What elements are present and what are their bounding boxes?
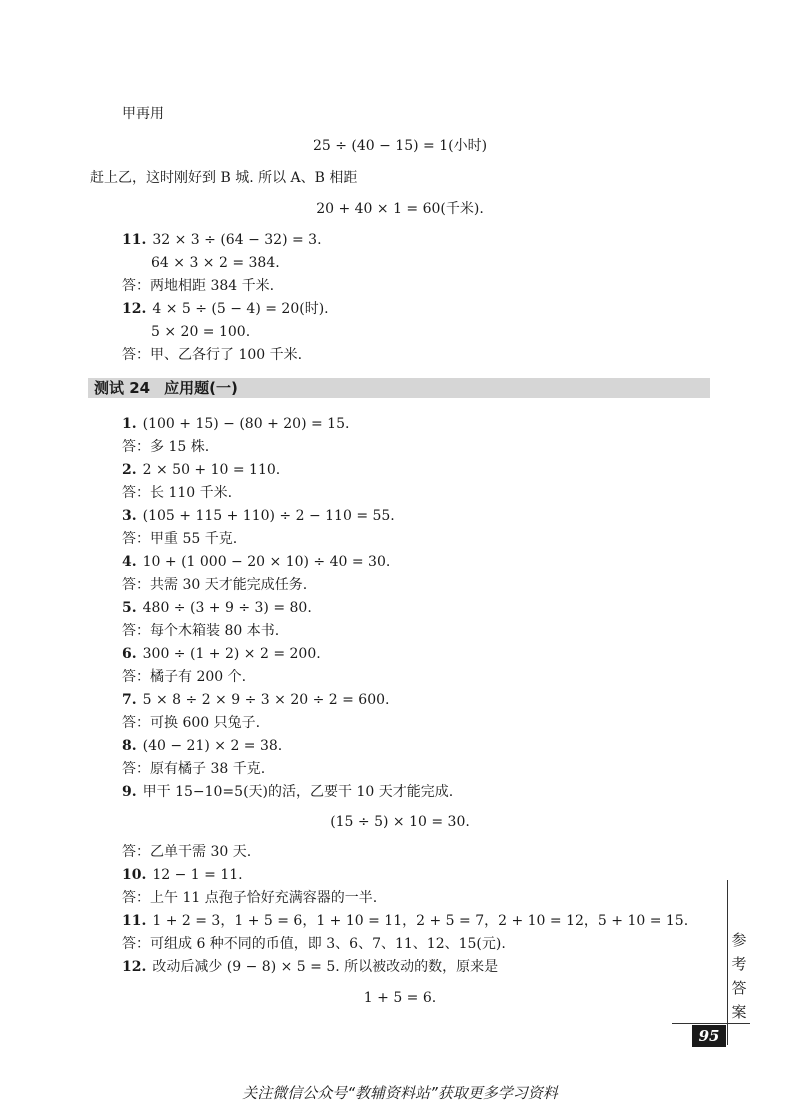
equation: 1 + 2 = 3，1 + 5 = 6，1 + 10 = 11，2 + 5 = 7，2 + 10 = 12，5 + 10 = 15.: [152, 913, 689, 929]
problem-line: [122, 690, 389, 710]
answer-line: 答：橘子有 200 个.: [122, 669, 247, 685]
problem-line: [122, 644, 321, 664]
equation: 10 + (1 000 − 20 × 10) ÷ 40 = 30.: [142, 554, 391, 570]
problem-line: [122, 414, 349, 434]
text-line: 赶上乙，这时刚好到 B 城. 所以 A、B 相距: [90, 170, 358, 186]
problem-11-line: [122, 230, 322, 250]
equation-line: 25 ÷ (40 − 15) = 1(小时): [312, 138, 488, 154]
side-tab-label: [728, 928, 750, 1024]
equation: 2 × 50 + 10 = 110.: [142, 462, 281, 478]
page-number: 95: [692, 1025, 726, 1047]
problem-line: [122, 598, 312, 618]
problem-text: 甲干 15−10=5(天)的活，乙要干 10 天才能完成.: [142, 784, 454, 800]
problem-line: [122, 736, 282, 756]
equation: 12 − 1 = 11.: [152, 867, 243, 883]
answer-line: 答：共需 30 天才能完成任务.: [122, 577, 308, 593]
answer-line: 答：可组成 6 种不同的币值，即 3、6、7、11、12、15(元).: [122, 936, 506, 952]
answer-line: 答：多 15 株.: [122, 439, 210, 455]
problem-number: 11.: [122, 232, 147, 248]
equation-line: 20 + 40 × 1 = 60(千米).: [316, 201, 484, 217]
equation: (40 − 21) × 2 = 38.: [142, 738, 283, 754]
equation-line: (15 ÷ 5) × 10 = 30.: [330, 814, 470, 830]
problem-number: 4.: [122, 554, 137, 570]
section-label: 测试 24: [94, 379, 151, 397]
problem-number: 9.: [122, 784, 137, 800]
problem-line: [122, 460, 280, 480]
equation: 32 × 3 ÷ (64 − 32) = 3.: [152, 232, 322, 248]
answer-line: 答：甲重 55 千克.: [122, 531, 238, 547]
equation: 5 × 8 ÷ 2 × 9 ÷ 3 × 20 ÷ 2 = 600.: [142, 692, 390, 708]
page-number-rule: [672, 1023, 750, 1024]
equation: (105 + 115 + 110) ÷ 2 − 110 = 55.: [142, 508, 395, 524]
problem-number: 11.: [122, 913, 147, 929]
problem-12b-line: [122, 957, 498, 977]
equation-line: 1 + 5 = 6.: [363, 990, 437, 1006]
answer-line: 答：甲、乙各行了 100 千米.: [122, 347, 303, 363]
side-tab-char: 案: [731, 1003, 747, 1021]
answer-line: 答：可换 600 只兔子.: [122, 715, 261, 731]
problem-number: 5.: [122, 600, 137, 616]
answer-line: 答：长 110 千米.: [122, 485, 233, 501]
problem-number: 7.: [122, 692, 137, 708]
problem-11b-line: [122, 911, 688, 931]
answer-line: 答：每个木箱装 80 本书.: [122, 623, 280, 639]
problem-number: 2.: [122, 462, 137, 478]
problem-number: 3.: [122, 508, 137, 524]
section-name: 应用题(一): [164, 379, 238, 397]
equation: 300 ÷ (1 + 2) × 2 = 200.: [142, 646, 321, 662]
problem-number: 6.: [122, 646, 137, 662]
text-line: 甲再用: [122, 106, 164, 122]
problem-line: [122, 552, 390, 572]
side-tab-char: 考: [731, 955, 747, 973]
problem-number: 8.: [122, 738, 137, 754]
problem-number: 10.: [122, 867, 147, 883]
equation: 4 × 5 ÷ (5 − 4) = 20(时).: [152, 301, 329, 317]
equation-line: 5 × 20 = 100.: [151, 324, 251, 340]
answer-line: 答：乙单干需 30 天.: [122, 844, 252, 860]
equation: 480 ÷ (3 + 9 ÷ 3) = 80.: [142, 600, 312, 616]
problem-9-line: [122, 782, 453, 802]
problem-text: 改动后减少 (9 − 8) × 5 = 5. 所以被改动的数，原来是: [152, 959, 499, 975]
problem-number: 1.: [122, 416, 137, 432]
section-title: [94, 378, 238, 398]
problem-number: 12.: [122, 301, 147, 317]
answer-line: 答：两地相距 384 千米.: [122, 278, 275, 294]
problem-number: 12.: [122, 959, 147, 975]
equation: (100 + 15) − (80 + 20) = 15.: [142, 416, 350, 432]
answer-line: 答：原有橘子 38 千克.: [122, 761, 266, 777]
answer-line: 答：上午 11 点孢子恰好充满容器的一半.: [122, 890, 378, 906]
side-tab-char: 参: [731, 931, 747, 949]
problem-12-line: [122, 299, 329, 319]
side-tab-char: 答: [731, 979, 747, 997]
footer-watermark: 关注微信公众号“教辅资料站”获取更多学习资料: [242, 1084, 558, 1102]
problem-10-line: [122, 865, 243, 885]
problem-line: [122, 506, 395, 526]
equation-line: 64 × 3 × 2 = 384.: [151, 255, 280, 271]
